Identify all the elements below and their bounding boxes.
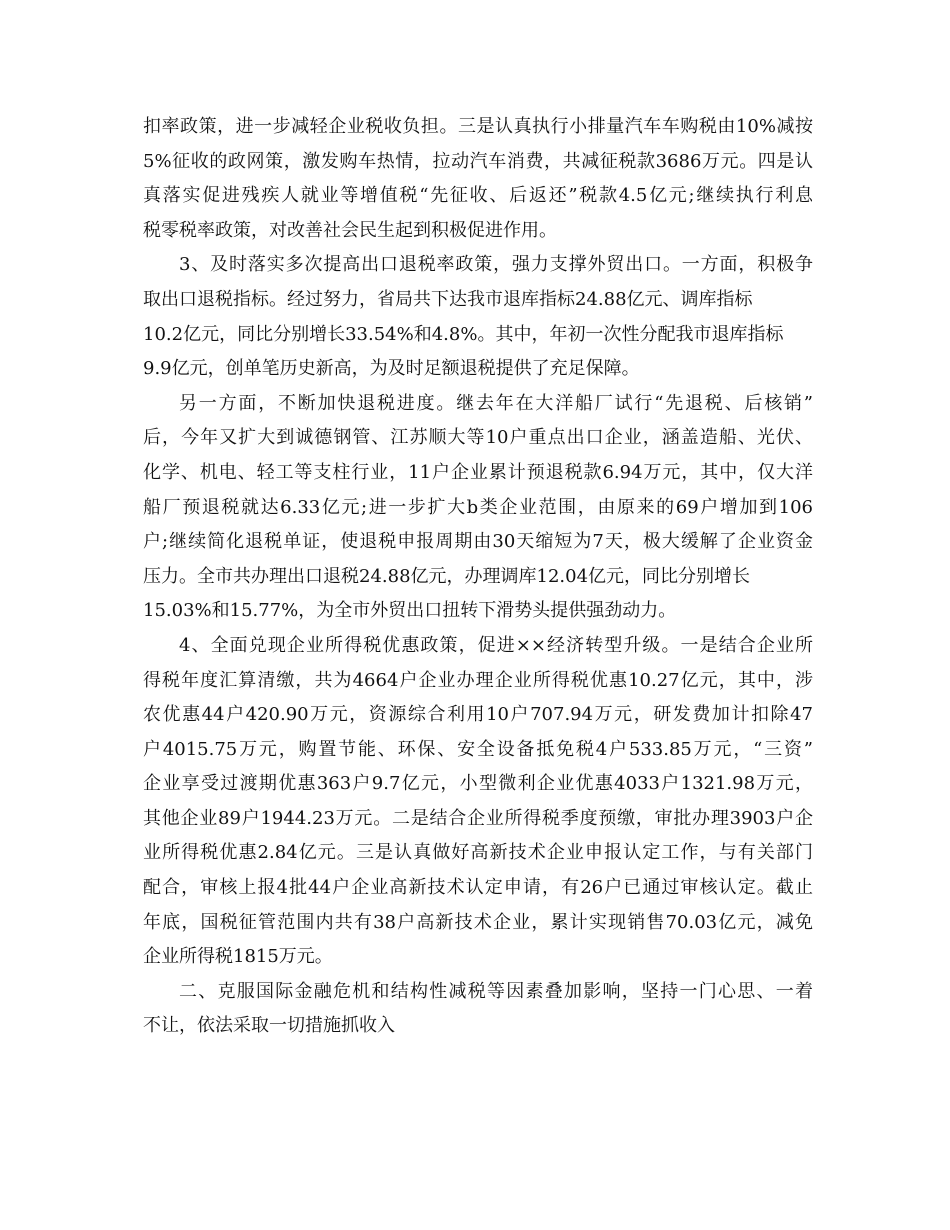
- text-line: 年底，国税征管范围内共有38户高新技术企业，累计实现销售70.03亿元，减免: [143, 911, 813, 933]
- text-line: 企业享受过渡期优惠363户9.7亿元，小型微利企业优惠4033户1321.98万元，: [143, 773, 813, 795]
- text-line: 得税年度汇算清缴，共为4664户企业办理企业所得税优惠10.27亿元，其中，涉: [143, 669, 813, 691]
- paragraph-first-line: 二、克服国际金融危机和结构性减税等因素叠加影响，坚持一门心思、一着: [179, 980, 813, 1002]
- paragraph-first-line: 4、全面兑现企业所得税优惠政策，促进××经济转型升级。一是结合企业所: [179, 634, 813, 656]
- document-body: [143, 110, 813, 1044]
- text-line: 户4015.75万元，购置节能、环保、安全设备抵免税4户533.85万元，“三资”: [143, 738, 813, 760]
- text-line: 取出口退税指标。经过努力，省局共下达我市退库指标24.88亿元、调库指标: [143, 288, 753, 310]
- text-line: 真落实促进残疾人就业等增值税“先征收、后返还”税款4.5亿元;继续执行利息: [143, 185, 813, 207]
- text-line: 15.03%和15.77%，为全市外贸出口扭转下滑势头提供强劲动力。: [143, 600, 677, 622]
- text-line: 配合，审核上报4批44户企业高新技术认定申请，有26户已通过审核认定。截止: [143, 877, 813, 899]
- text-line: 10.2亿元，同比分别增长33.54%和4.8%。其中，年初一次性分配我市退库指标: [143, 323, 784, 345]
- text-line: 不让，依法采取一切措施抓收入: [143, 1015, 395, 1037]
- text-line: 9.9亿元，创单笔历史新高，为及时足额退税提供了充足保障。: [143, 358, 640, 380]
- text-line: 5%征收的政网策，激发购车热情，拉动汽车消费，共减征税款3686万元。四是认: [143, 150, 813, 172]
- text-line: 农优惠44户420.90万元，资源综合利用10户707.94万元，研发费加计扣除47: [143, 704, 813, 726]
- text-line: 化学、机电、轻工等支柱行业，11户企业累计预退税款6.94万元，其中，仅大洋: [143, 461, 813, 483]
- text-line: 后，今年又扩大到诚德钢管、江苏顺大等10户重点出口企业，涵盖造船、光伏、: [143, 427, 813, 449]
- text-line: 船厂预退税就达6.33亿元;进一步扩大b类企业范围，由原来的69户增加到106: [143, 496, 813, 518]
- paragraph-first-line: 3、及时落实多次提高出口退税率政策，强力支撑外贸出口。一方面，积极争: [179, 254, 813, 276]
- text-line: 压力。全市共办理出口退税24.88亿元，办理调库12.04亿元，同比分别增长: [143, 565, 751, 587]
- text-line: 企业所得税1815万元。: [143, 946, 333, 968]
- text-line: 扣率政策，进一步减轻企业税收负担。三是认真执行小排量汽车车购税由10%减按: [143, 116, 813, 137]
- paragraph-first-line: 另一方面，不断加快退税进度。继去年在大洋船厂试行“先退税、后核销”: [179, 392, 813, 414]
- text-line: 税零税率政策，对改善社会民生起到积极促进作用。: [143, 219, 557, 241]
- text-line: 业所得税优惠2.84亿元。三是认真做好高新技术企业申报认定工作，与有关部门: [143, 842, 813, 864]
- text-line: 其他企业89户1944.23万元。二是结合企业所得税季度预缴，审批办理3903户企: [143, 807, 813, 829]
- text-line: 户;继续简化退税单证，使退税申报周期由30天缩短为7天，极大缓解了企业资金: [143, 531, 813, 553]
